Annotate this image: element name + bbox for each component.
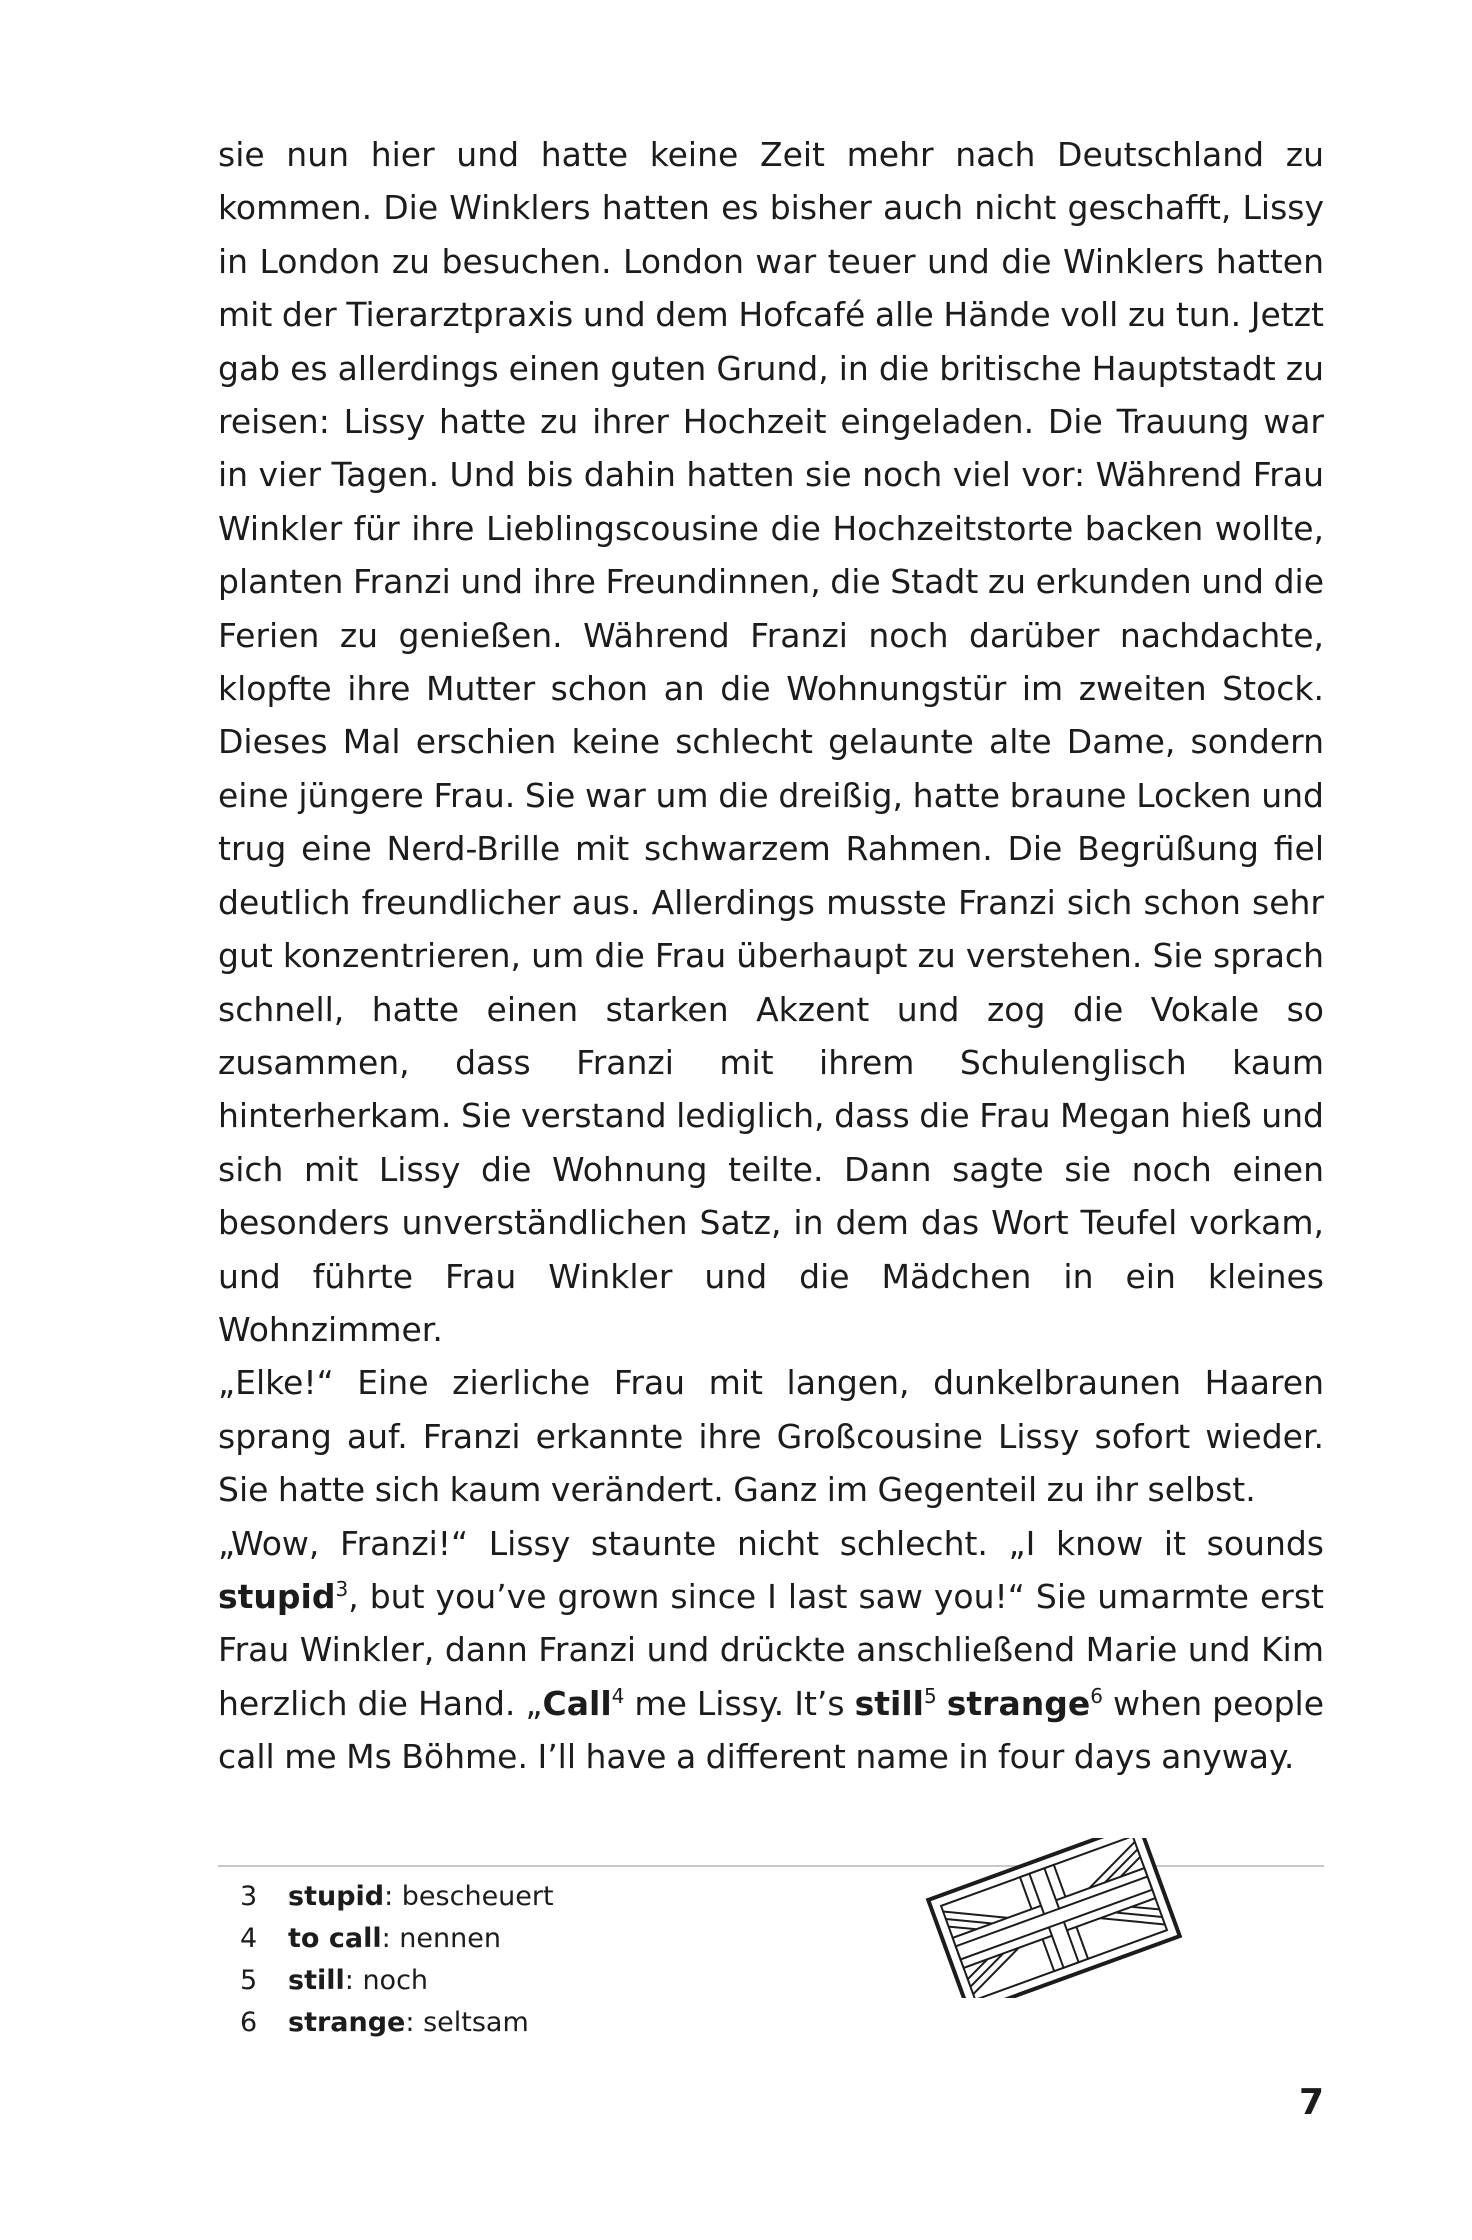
page-number: 7 [1298,2082,1324,2123]
footnote [240,1876,840,1918]
footnote-term: to call [288,1923,382,1954]
footnote [240,1960,840,2002]
paragraph: sie nun hier und hatte keine Zeit mehr nach Deutschland zu kommen. Die Winklers hatten es bisher auch nicht geschafft, Lissy in London zu besuchen. London war teuer und die Winklers hatten mit der Tierarztpraxis und dem Hofcafé alle Hände voll zu tun. Jetzt gab es allerdings einen guten Grund, in die britische Hauptstadt zu reisen: Lissy hatte zu ihrer Hochzeit eingeladen. Die Trauung war in vier Tagen. Und bis dahin hatten sie noch viel vor: Während Frau Winkler für ihre Lieblingscousine die Hochzeitstorte backen wollte, planten Franzi und ihre Freundinnen, die Stadt zu erkunden und die Ferien zu genießen. Während Franzi noch darüber nachdachte, klopfte ihre Mutter schon an die Wohnungstür im zweiten Stock. Dieses Mal erschien keine schlecht gelaunte alte Dame, sondern eine jüngere Frau. Sie war um die dreißig, hatte braune Locken und trug eine Nerd-Brille mit schwarzem Rahmen. Die Begrüßung fiel deutlich freundlicher aus. Allerdings musste Franzi sich schon sehr gut konzentrieren, um die Frau überhaupt zu verstehen. Sie sprach schnell, hatte einen starken Akzent und zog die Vokale so zusammen, dass Franzi mit ihrem Schulenglisch kaum hinterherkam. Sie verstand lediglich, dass die Frau Megan hieß und sich mit Lissy die Wohnung teilte. Dann sagte sie noch einen besonders unverständlichen Satz, in dem das Wort Teufel vorkam, und führte Frau Winkler und die Mädchen in ein kleines Wohnzimmer. [218,135,1324,1349]
footnote-term: strange [288,2007,406,2038]
vocab-word: still [854,1683,924,1723]
paragraph: „Elke!“ Eine zierliche Frau mit langen, dunkelbraunen Haaren sprang auf. Franzi erkannte ihre Großcousine Lissy sofort wieder. Sie hatte sich kaum verändert. Ganz im Gegenteil zu ihr selbst. [218,1363,1324,1510]
footnotes [240,1876,840,2044]
footnote [240,2002,840,2044]
footnote-definition: seltsam [423,2007,529,2038]
vocab-word: Call [542,1683,612,1723]
footnote-separator: : [384,1881,402,1912]
paragraph [218,1517,1324,1784]
footnote-ref: 5 [923,1683,937,1708]
text-run: , but you’ve grown since I last saw you!“ Sie umarmte erst Frau Winkler, dann Franzi und drückte anschließend Marie und Kim herzlich die Hand. „ [218,1576,1324,1723]
footnote-ref: 3 [335,1576,349,1601]
footnote-term: still [288,1965,345,1996]
vocab-word: stupid [218,1576,336,1616]
text-run [937,1684,947,1723]
text-run: „Wow, Franzi!“ Lissy staunte nicht schlecht. „I know it sounds [218,1523,1324,1563]
footnote-number: 5 [240,1965,258,1996]
text-run: me Lissy. It’s [624,1683,855,1723]
body-text [218,128,1324,1784]
footnote-definition: bescheuert [401,1881,554,1912]
footnote-term: stupid [288,1881,385,1912]
footnote-definition: noch [362,1965,429,1996]
footnote-ref: 6 [1090,1683,1103,1708]
footnote-number: 4 [240,1923,258,1954]
footnote-separator: : [344,1965,363,1996]
footnote-ref: 4 [611,1683,625,1708]
footnote-definition: nennen [399,1923,501,1954]
vocab-word: strange [946,1683,1091,1723]
footnote [240,1918,840,1960]
union-jack-icon [924,1838,1184,1998]
footnote-separator: : [405,2007,424,2038]
footnote-separator: : [381,1923,400,1954]
text-run: when people call me Ms Böhme. I’ll have a different name in four days anyway. [218,1683,1325,1777]
footnote-number: 6 [240,2007,258,2038]
footnote-number: 3 [240,1881,258,1912]
